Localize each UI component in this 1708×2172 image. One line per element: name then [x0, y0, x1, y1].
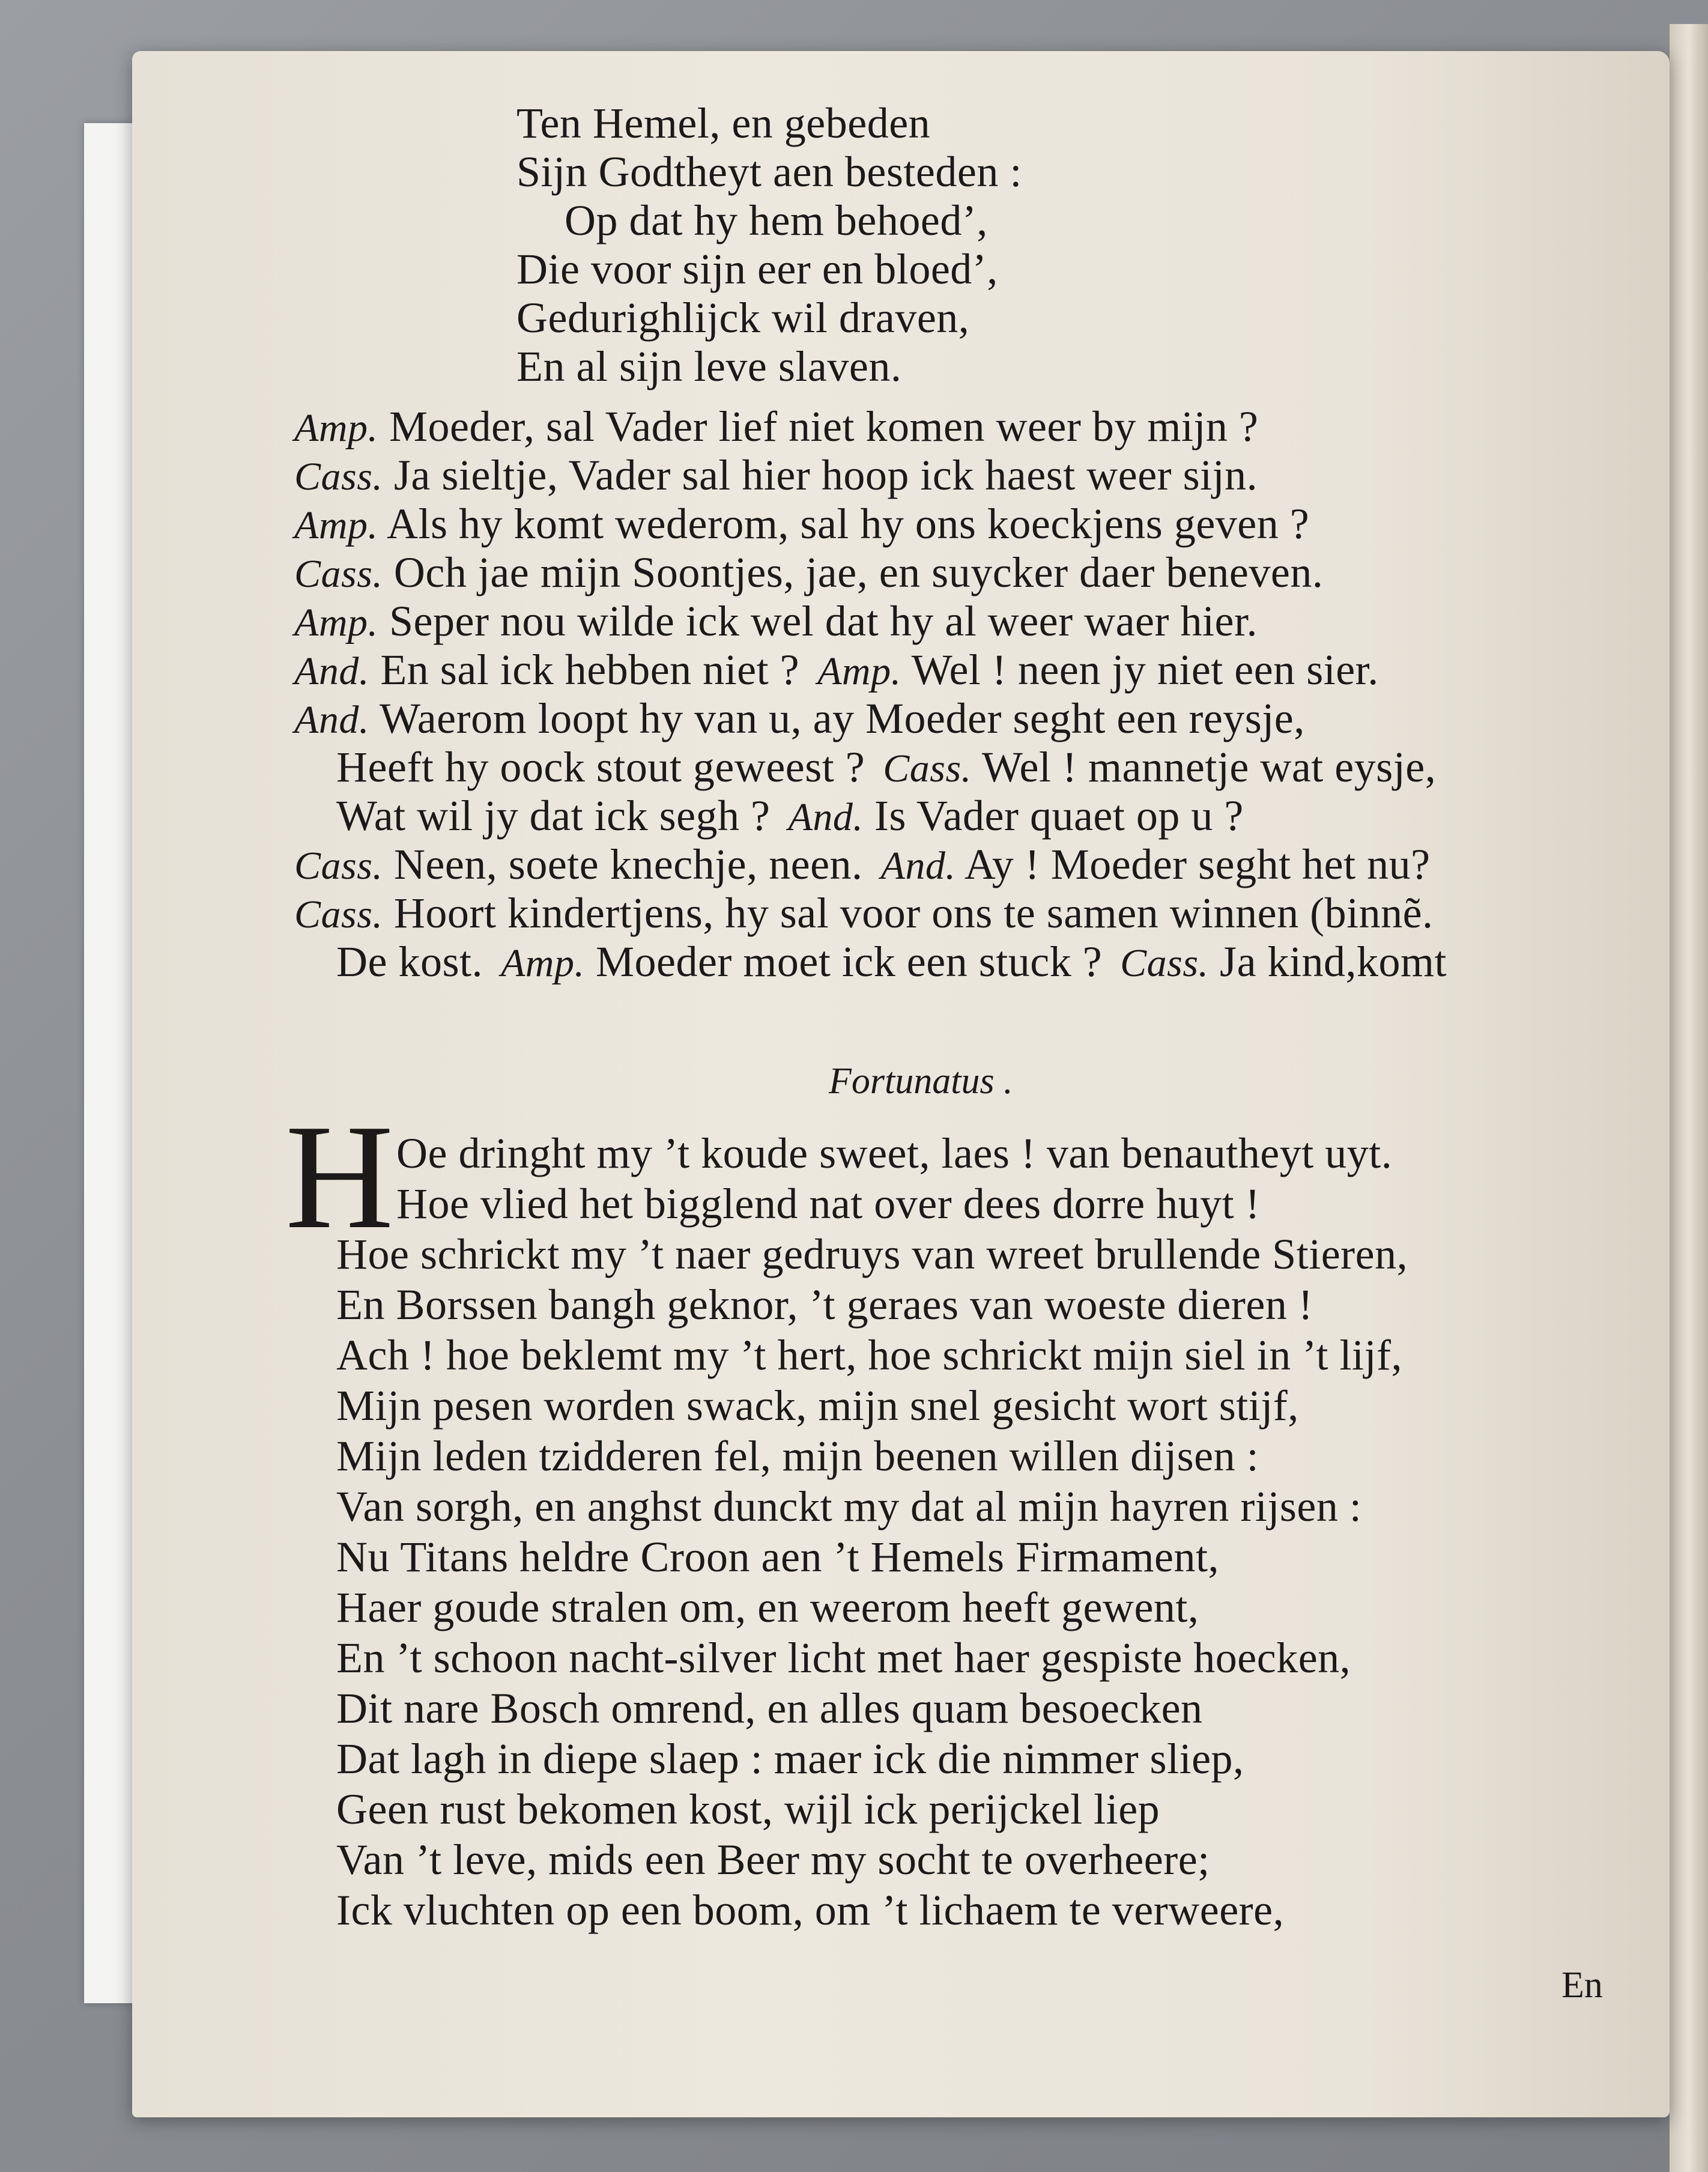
verse-line: Van sorgh, en anghst dunckt my dat al mijn hayren rijsen : [336, 1482, 1362, 1530]
verse-line: Ick vluchten op een boom, om ’t lichaem te verweere, [336, 1886, 1285, 1934]
stanza-line: Ten Hemel, en gebeden [516, 99, 931, 147]
dialogue-text: Moeder moet ick een stuck ? [584, 938, 1103, 986]
page-text [132, 51, 1670, 2117]
dialogue-text: Ay ! Moeder seght het nu? [955, 840, 1431, 888]
dialogue-text: Moeder, sal Vader lief niet komen weer by mijn ? [378, 402, 1259, 450]
stanza-line: Die voor sijn eer en bloed’, [516, 245, 998, 293]
speaker-label: Amp. [294, 601, 378, 645]
dialogue-text: Ja sieltje, Vader sal hier hoop ick haest weer sijn. [383, 451, 1258, 499]
dialogue-text: Is Vader quaet op u ? [863, 792, 1244, 840]
speaker-label: Cass. [294, 552, 383, 596]
verse-line: Dit nare Bosch omrend, en alles quam besoecken [336, 1684, 1203, 1732]
speaker-label: Amp. [294, 503, 378, 547]
verse-line: En ’t schoon nacht-silver licht met haer gespiste hoecken, [336, 1634, 1351, 1682]
speaker-label: Cass. [294, 844, 383, 888]
verse-line: Haer goude stralen om, en weerom heeft gewent, [336, 1583, 1199, 1631]
dialogue-line [294, 548, 1323, 598]
speaker-label: And. [294, 649, 369, 693]
dialogue-text: En sal ick hebben niet ? [369, 646, 800, 694]
stanza-line: Gedurighlijck wil draven, [516, 294, 970, 342]
speaker-label: Amp. [294, 406, 378, 450]
dialogue-text: Als hy komt wederom, sal hy ons koeckjens geven ? [378, 500, 1310, 548]
speaker-label: And. [880, 844, 956, 888]
verse-line: Geen rust bekomen kost, wijl ick perijckel liep [336, 1785, 1160, 1833]
book-page [132, 51, 1670, 2117]
dialogue-text: Waerom loopt hy van u, ay Moeder seght een reysje, [369, 694, 1305, 742]
catchword: En [1561, 1965, 1603, 2006]
stanza-line: En al sijn leve slaven. [516, 342, 902, 390]
dialogue-line [336, 743, 1436, 793]
section-title: Fortunatus . [829, 1061, 1013, 1102]
dialogue-line [294, 889, 1434, 939]
dialogue-text: De kost. [336, 938, 483, 986]
stanza-line: Op dat hy hem behoed’, [565, 196, 988, 244]
dialogue-text: Wel ! mannetje wat eysje, [971, 743, 1437, 791]
stanza-line: Sijn Godtheyt aen besteden : [516, 148, 1022, 196]
dialogue-line [294, 402, 1258, 452]
dialogue-line [294, 694, 1305, 744]
dialogue-line [336, 938, 1447, 987]
dialogue-text: Heeft hy oock stout geweest ? [336, 743, 865, 791]
speaker-label: Cass. [294, 455, 383, 499]
dialogue-line [294, 597, 1258, 647]
drop-capital: H [285, 1094, 394, 1260]
verse-line: Van ’t leve, mids een Beer my socht te overheere; [336, 1836, 1210, 1884]
speaker-label: And. [788, 795, 864, 839]
verse-line: Nu Titans heldre Croon aen ’t Hemels Firmament, [336, 1533, 1220, 1581]
dialogue-text: Hoort kindertjens, hy sal voor ons te samen winnen (binnẽ. [383, 889, 1434, 937]
dialogue-line [294, 840, 1431, 890]
speaker-label: Cass. [1120, 941, 1209, 985]
speaker-label: Amp. [817, 649, 901, 693]
book-gutter [1670, 24, 1708, 2172]
verse-line: Dat lagh in diepe slaep : maer ick die nimmer sliep, [336, 1735, 1244, 1783]
verse-line: Ach ! hoe beklemt my ’t hert, hoe schrickt mijn siel in ’t lijf, [336, 1331, 1402, 1379]
verse-line: En Borssen bangh geknor, ’t geraes van woeste dieren ! [336, 1281, 1313, 1329]
dialogue-text: Wat wil jy dat ick segh ? [336, 792, 771, 840]
speaker-label: Cass. [294, 893, 383, 936]
verse-line: Mijn leden tzidderen fel, mijn beenen willen dijsen : [336, 1432, 1259, 1480]
verse-line: Mijn pesen worden swack, mijn snel gesicht wort stijf, [336, 1382, 1299, 1430]
speaker-label: Amp. [500, 941, 585, 985]
dialogue-text: Och jae mijn Soontjes, jae, en suycker daer beneven. [383, 548, 1324, 596]
verse-line: Hoe schrickt my ’t naer gedruys van wreet brullende Stieren, [336, 1230, 1408, 1278]
dialogue-line [336, 792, 1244, 842]
dialogue-line [294, 500, 1309, 550]
verse-line: Hoe vlied het bigglend nat over dees dorre huyt ! [396, 1180, 1261, 1228]
dialogue-text: Seper nou wilde ick wel dat hy al weer waer hier. [378, 597, 1258, 645]
dialogue-line [294, 646, 1379, 696]
dialogue-line [294, 451, 1258, 501]
verse-line: Oe dringht my ’t koude sweet, laes ! van benautheyt uyt. [396, 1129, 1393, 1177]
speaker-label: And. [294, 698, 369, 742]
dialogue-text: Ja kind,komt [1208, 938, 1447, 986]
dialogue-text: Wel ! neen jy niet een sier. [901, 646, 1379, 694]
dialogue-text: Neen, soete knechje, neen. [383, 840, 863, 888]
speaker-label: Cass. [883, 747, 972, 790]
